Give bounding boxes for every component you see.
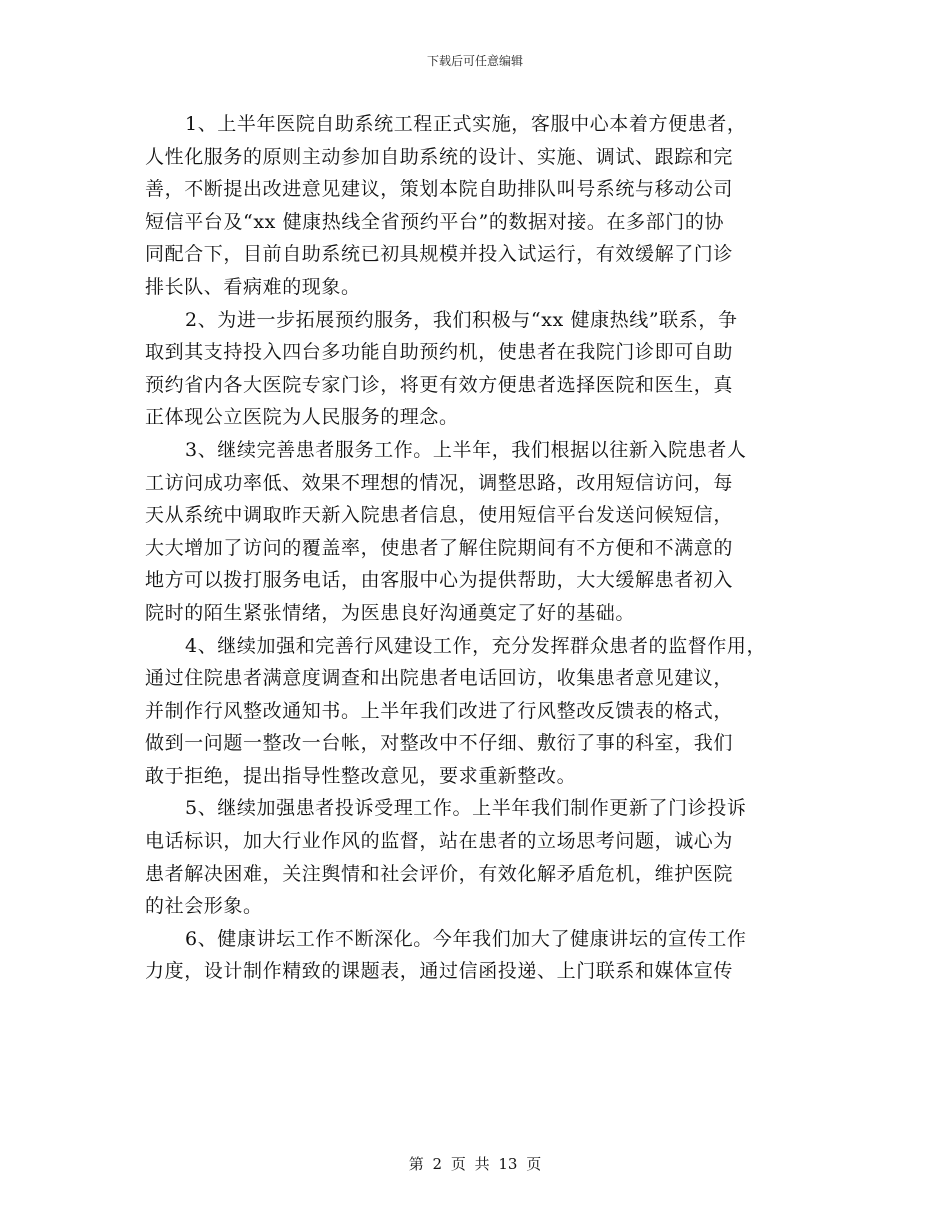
text-line: 院时的陌生紧张情绪，为医患良好沟通奠定了好的基础。 <box>145 601 636 624</box>
page-footer: 第 2 页 共 13 页 <box>408 1155 542 1173</box>
text-line: 患者解决困难，关注舆情和社会评价，有效化解矛盾危机，维护医院 <box>145 862 734 885</box>
text-line: 地方可以拨打服务电话，由客服中心为提供帮助，大大缓解患者初入 <box>145 569 734 592</box>
text-line: 通过住院患者满意度调查和出院患者电话回访，收集患者意见建议， <box>145 667 734 690</box>
text-line: 2、为进一步拓展预约服务，我们积极与“xx 健康热线”联系，争 <box>185 308 738 331</box>
text-line: 大大增加了访问的覆盖率，使患者了解住院期间有不方便和不满意的 <box>145 536 734 559</box>
text-line: 天从系统中调取昨天新入院患者信息，使用短信平台发送问候短信， <box>145 504 734 527</box>
text-line: 取到其支持投入四台多功能自助预约机，使患者在我院门诊即可自助 <box>145 341 734 364</box>
text-line: 3、继续完善患者服务工作。上半年，我们根据以往新入院患者人 <box>185 438 747 461</box>
text-line: 排长队、看病难的现象。 <box>145 275 361 298</box>
text-line: 1、上半年医院自助系统工程正式实施，客服中心本着方便患者， <box>185 113 747 135</box>
text-line: 敢于拒绝，提出指导性整改意见，要求重新整改。 <box>145 764 577 787</box>
text-line: 并制作行风整改通知书。上半年我们改进了行风整改反馈表的格式， <box>145 699 734 722</box>
page-header: 下载后可任意编辑 <box>426 54 523 68</box>
text-line: 的社会形象。 <box>145 895 263 918</box>
text-line: 电话标识，加大行业作风的监督，站在患者的立场思考问题，诚心为 <box>145 830 734 853</box>
paragraph-1 <box>145 108 815 304</box>
paragraph-5 <box>145 792 815 922</box>
paragraph-3 <box>145 434 815 630</box>
text-line: 短信平台及“xx 健康热线全省预约平台”的数据对接。在多部门的协 <box>145 210 725 233</box>
text-line: 善，不断提出改进意见建议，策划本院自助排队叫号系统与移动公司 <box>145 178 734 201</box>
text-line: 工访问成功率低、效果不理想的情况，调整思路，改用短信访问，每 <box>145 471 734 494</box>
text-line: 5、继续加强患者投诉受理工作。上半年我们制作更新了门诊投诉 <box>185 797 747 820</box>
text-line: 预约省内各大医院专家门诊，将更有效方便患者选择医院和医生，真 <box>145 373 734 396</box>
document-body <box>145 108 815 988</box>
paragraph-6 <box>145 923 815 988</box>
text-line: 4、继续加强和完善行风建设工作，充分发挥群众患者的监督作用， <box>185 634 767 657</box>
text-line: 同配合下，目前自助系统已初具规模并投入试运行，有效缓解了门诊 <box>145 243 734 266</box>
paragraph-2 <box>145 304 815 434</box>
text-line: 力度，设计制作精致的课题表，通过信函投递、上门联系和媒体宣传 <box>145 960 734 983</box>
text-line: 正体现公立医院为人民服务的理念。 <box>145 406 459 429</box>
text-line: 做到一问题一整改一台帐，对整改中不仔细、敷衍了事的科室，我们 <box>145 732 734 755</box>
paragraph-4 <box>145 630 815 793</box>
text-line: 6、健康讲坛工作不断深化。今年我们加大了健康讲坛的宣传工作 <box>185 927 747 950</box>
text-line: 人性化服务的原则主动参加自助系统的设计、实施、调试、跟踪和完 <box>145 145 734 168</box>
